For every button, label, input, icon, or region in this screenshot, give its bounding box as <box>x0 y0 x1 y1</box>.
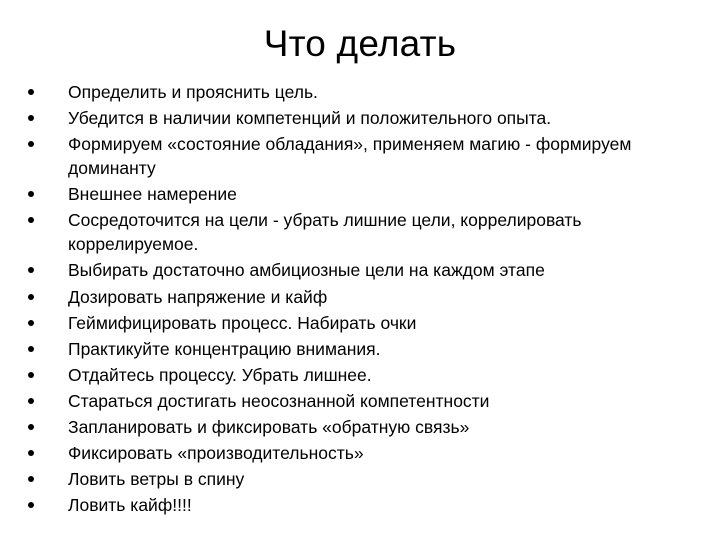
bullet-dot-icon <box>28 398 34 404</box>
bullet-item <box>28 132 678 180</box>
bullet-dot-icon <box>28 191 34 197</box>
bullet-text: Внешнее намерение <box>68 184 237 205</box>
bullet-item <box>28 106 678 130</box>
bullet-text: Определить и прояснить цель. <box>68 82 318 102</box>
bullet-dot-icon <box>28 476 34 482</box>
bullet-item <box>28 258 678 282</box>
bullet-text: Дозировать напряжение и кайф <box>68 286 328 307</box>
bullet-text: Формируем «состояние обладания», применяем магию - формируем доминанту <box>68 134 632 179</box>
bullet-text: Ловить кайф!!!! <box>68 495 192 516</box>
bullet-text: Геймифицировать процесс. Набирать очки <box>68 312 417 333</box>
bullet-item <box>28 311 678 335</box>
bullet-text: Практикуйте концентрацию внимания. <box>68 338 381 359</box>
bullet-text: Запланировать и фиксировать «обратную связь» <box>68 417 470 438</box>
bullet-dot-icon <box>28 502 34 508</box>
bullet-item <box>28 80 678 104</box>
bullet-dot-icon <box>28 320 34 326</box>
bullet-list <box>28 80 678 519</box>
bullet-item <box>28 389 678 413</box>
bullet-text: Отдайтесь процессу. Убрать лишнее. <box>68 364 372 385</box>
bullet-item <box>28 285 678 309</box>
slide-title: Что делать <box>263 23 457 64</box>
bullet-item <box>28 441 678 465</box>
bullet-item <box>28 337 678 361</box>
bullet-dot-icon <box>28 217 34 223</box>
bullet-item <box>28 182 678 206</box>
bullet-item <box>28 208 678 256</box>
bullet-item <box>28 493 678 517</box>
bullet-item <box>28 415 678 439</box>
bullet-dot-icon <box>28 346 34 352</box>
bullet-dot-icon <box>28 141 34 147</box>
bullet-text: Убедится в наличии компетенций и положительного опыта. <box>68 108 552 129</box>
bullet-item <box>28 363 678 387</box>
bullet-dot-icon <box>28 115 34 121</box>
bullet-item <box>28 467 678 491</box>
bullet-dot-icon <box>28 372 34 378</box>
bullet-dot-icon <box>28 450 34 456</box>
bullet-dot-icon <box>28 424 34 430</box>
bullet-text: Выбирать достаточно амбициозные цели на каждом этапе <box>68 260 545 281</box>
bullet-dot-icon <box>28 267 34 273</box>
bullet-text: Сосредоточится на цели - убрать лишние цели, коррелировать коррелируемое. <box>68 210 582 255</box>
bullet-text: Фиксировать «производительность» <box>68 443 364 464</box>
bullet-text: Ловить ветры в спину <box>68 469 245 490</box>
bullet-dot-icon <box>28 89 34 95</box>
bullet-text: Стараться достигать неосознанной компетентности <box>68 390 490 411</box>
bullet-dot-icon <box>28 294 34 300</box>
